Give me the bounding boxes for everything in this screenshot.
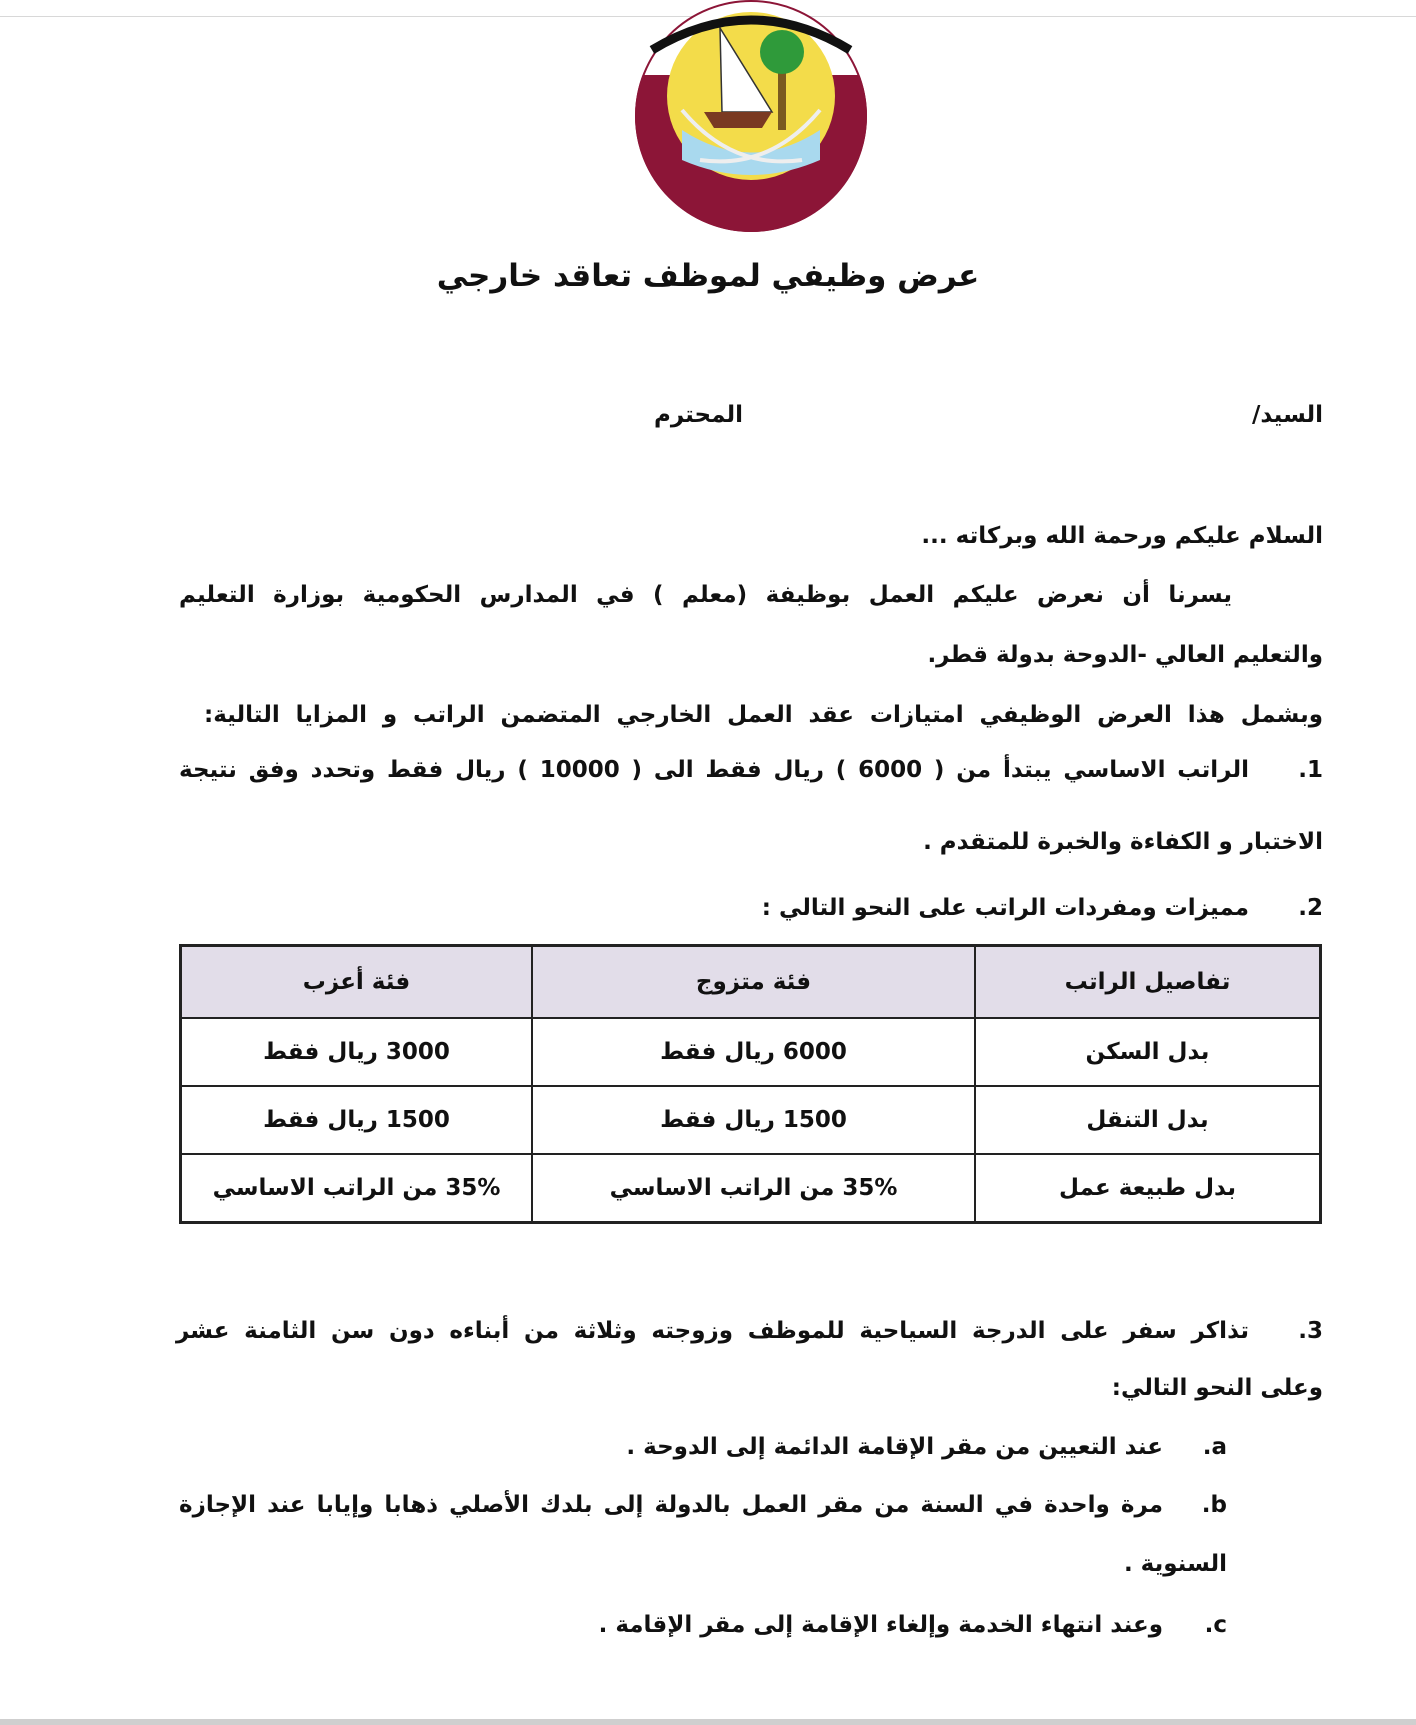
item-3-line-1: تذاكر سفر على الدرجة السياحية للموظف وزوجته وثلاثة من أبناءه دون سن الثامنة عشر [176, 1318, 1249, 1344]
bottom-edge [0, 1719, 1416, 1725]
item-1-number: 1. [1298, 757, 1323, 783]
table-header-row [181, 946, 1321, 1019]
table-header: فئة أعزب [181, 946, 533, 1019]
salary-table [179, 944, 1322, 1224]
item-2-number: 2. [1298, 895, 1323, 921]
table-header: فئة متزوج [532, 946, 975, 1019]
item-2-line: مميزات ومفردات الراتب على النحو التالي : [761, 895, 1249, 921]
table-cell: 1500 ريال فقط [181, 1086, 533, 1154]
subitem-c-label: c. [1204, 1612, 1227, 1638]
table-cell: بدل طبيعة عمل [975, 1154, 1321, 1223]
greeting: السلام عليكم ورحمة الله وبركاته ... [921, 523, 1323, 549]
intro-line-3: وبشمل هذا العرض الوظيفي امتيازات عقد العمل الخارجي المتضمن الراتب و المزايا التالية: [204, 702, 1323, 728]
item-1-line-2: الاختبار و الكفاءة والخبرة للمتقدم . [923, 829, 1323, 855]
subitem-a-text: عند التعيين من مقر الإقامة الدائمة إلى الدوحة . [626, 1434, 1163, 1460]
subitem-a-label: a. [1202, 1434, 1227, 1460]
table-row [181, 1086, 1321, 1154]
ministry-logo [622, 0, 880, 232]
table-cell: 1500 ريال فقط [532, 1086, 975, 1154]
table-cell: 6000 ريال فقط [532, 1018, 975, 1086]
item-3-number: 3. [1298, 1318, 1323, 1344]
table-cell: بدل التنقل [975, 1086, 1321, 1154]
subitem-b-line-1: مرة واحدة في السنة من مقر العمل بالدولة إلى بلدك الأصلي ذهابا وإيابا عند الإجازة [179, 1492, 1163, 1518]
subitem-c-text: وعند انتهاء الخدمة وإلغاء الإقامة إلى مقر الإقامة . [598, 1612, 1163, 1638]
intro-line-1: يسرنا أن نعرض عليكم العمل بوظيفة (معلم ) في المدارس الحكومية بوزارة التعليم [179, 582, 1232, 608]
table-cell: 3000 ريال فقط [181, 1018, 533, 1086]
table-cell: 35% من الراتب الاساسي [532, 1154, 975, 1223]
intro-line-2: والتعليم العالي -الدوحة بدولة قطر. [927, 642, 1323, 668]
item-3-line-2: وعلى النحو التالي: [1111, 1375, 1323, 1401]
salutation-respected: المحترم [654, 402, 744, 428]
subitem-b-label: b. [1201, 1492, 1227, 1518]
subitem-b-line-2: السنوية . [1123, 1551, 1227, 1577]
table-cell: بدل السكن [975, 1018, 1321, 1086]
table-cell: 35% من الراتب الاساسي [181, 1154, 533, 1223]
table-header: تفاصيل الراتب [975, 946, 1321, 1019]
table-row [181, 1154, 1321, 1223]
salutation-sir: السيد/ [1252, 402, 1323, 428]
page-title: عرض وظيفي لموظف تعاقد خارجي [436, 258, 980, 294]
item-1-line-1: الراتب الاساسي يبتدأ من ( 6000 ) ريال فقط الى ( 10000 ) ريال فقط وتحدد وفق نتيجة [179, 757, 1249, 783]
table-row [181, 1018, 1321, 1086]
